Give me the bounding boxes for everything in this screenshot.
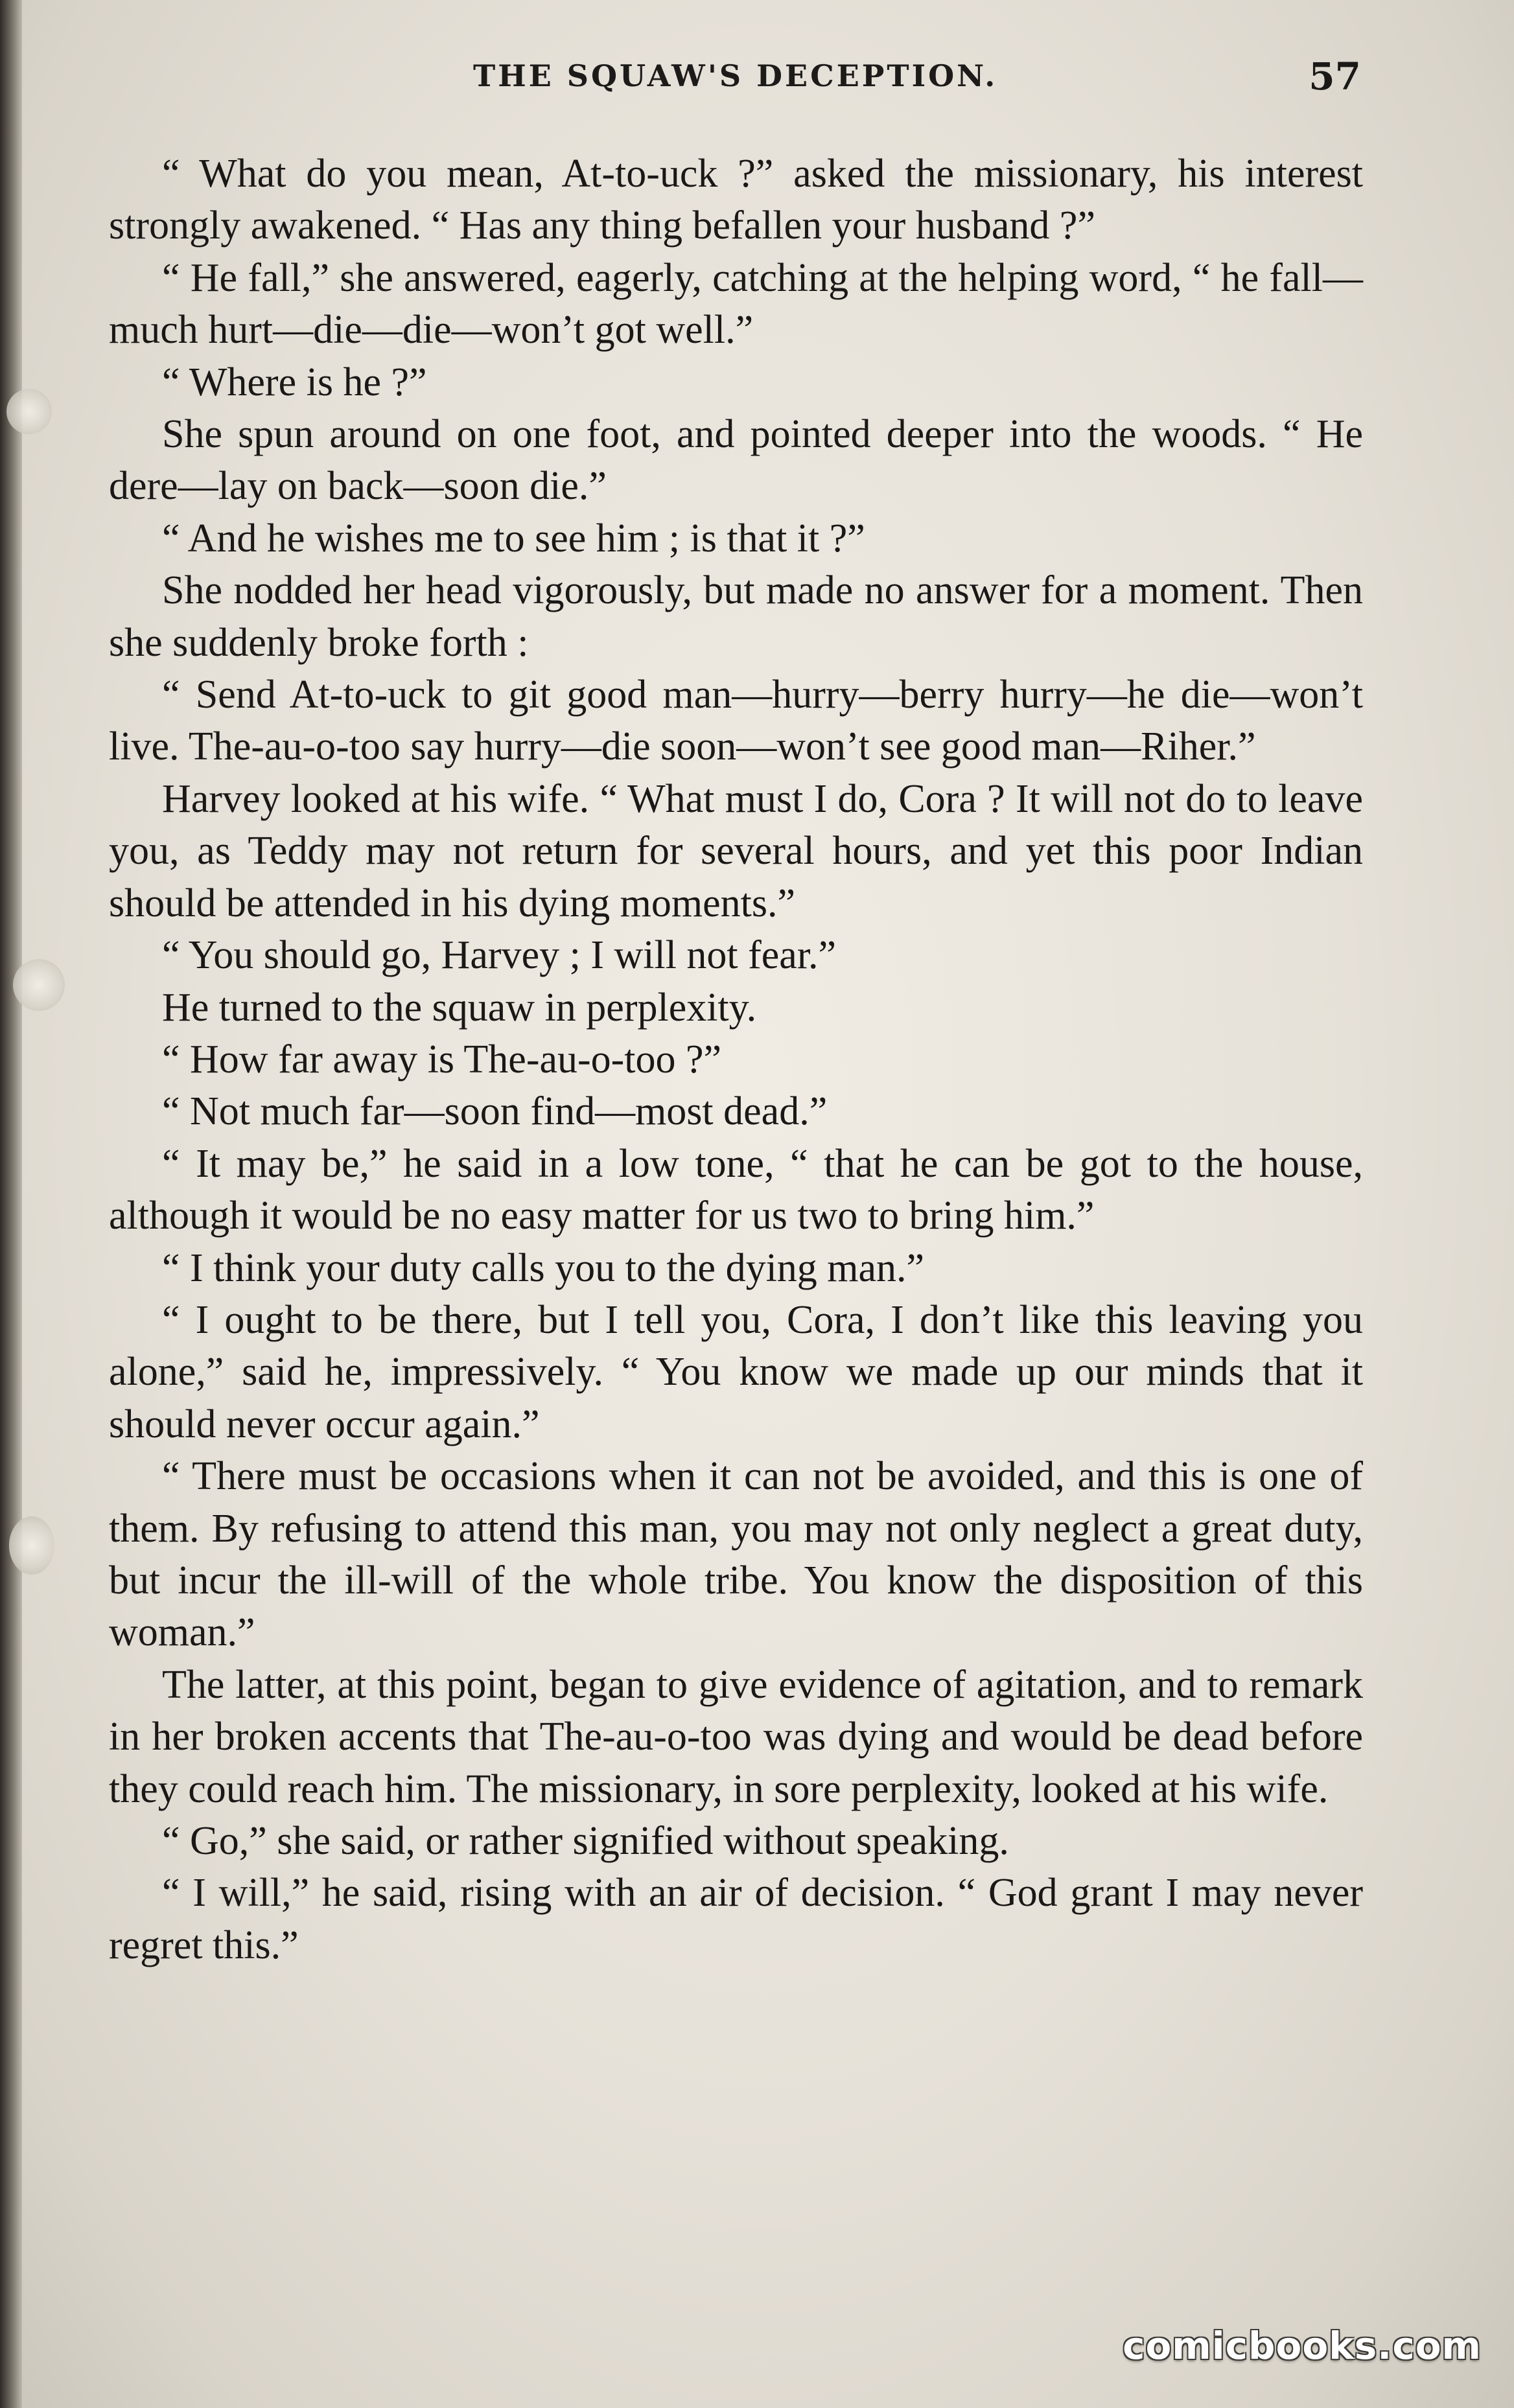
paragraph: He turned to the squaw in perplexity. bbox=[162, 985, 757, 1030]
paper-blemish bbox=[13, 959, 65, 1011]
paragraph: “ He fall,” she answered, eagerly, catching at the helping word, “ he fall—much hurt—die—die—won’t got well.” bbox=[109, 255, 1363, 353]
paper-blemish bbox=[9, 1516, 54, 1575]
paragraph: The latter, at this point, began to give evidence of agitation, and to remark in her broken accents that The-au-o-too was dying and would be dead before they could reach him. The missionary, in sore perplexity, looked at his wife. bbox=[109, 1662, 1363, 1811]
paragraph: Harvey looked at his wife. “ What must I do, Cora ? It will not do to leave you, as Teddy may not return for several hours, and yet this poor Indian should be attended in his dying moments.” bbox=[109, 776, 1363, 925]
paragraph: “ There must be occasions when it can not be avoided, and this is one of them. By refusing to attend this man, you may not only neglect a great duty, but incur the ill-will of the whole tribe. You know the disposition of this woman.” bbox=[109, 1454, 1363, 1655]
running-title: THE SQUAW'S DECEPTION. bbox=[473, 58, 998, 93]
page-binding-edge bbox=[0, 0, 22, 2408]
watermark: comicbooks.com bbox=[1123, 2324, 1482, 2368]
paragraph: “ Send At-to-uck to git good man—hurry—berry hurry—he die—won’t live. The-au-o-too say hurry—die soon—won’t see good man—Riher.” bbox=[109, 673, 1363, 769]
paragraph: She spun around on one foot, and pointed deeper into the woods. “ He dere—lay on back—soon die.” bbox=[109, 412, 1363, 509]
paragraph: “ Not much far—soon find—most dead.” bbox=[162, 1089, 828, 1134]
paragraph: “ I ought to be there, but I tell you, Cora, I don’t like this leaving you alone,” said he, impressively. “ You know we made up our minds that it should never occur again.” bbox=[109, 1297, 1363, 1446]
paragraph: “ I will,” he said, rising with an air of decision. “ God grant I may never regret this.” bbox=[109, 1871, 1363, 1967]
paper-blemish bbox=[6, 389, 52, 434]
paragraph: “ How far away is The-au-o-too ?” bbox=[162, 1037, 722, 1082]
paragraph: “ I think your duty calls you to the dying man.” bbox=[162, 1245, 925, 1290]
page-header bbox=[110, 51, 1361, 109]
paragraph: “ You should go, Harvey ; I will not fear.” bbox=[162, 933, 837, 978]
paragraph: She nodded her head vigorously, but made no answer for a moment. Then she suddenly broke forth : bbox=[109, 568, 1363, 665]
paragraph: “ And he wishes me to see him ; is that it ?” bbox=[162, 516, 865, 561]
body-text bbox=[109, 148, 1363, 1971]
paragraph: “ Where is he ?” bbox=[162, 360, 427, 404]
paragraph: “ What do you mean, At-to-uck ?” asked the missionary, his interest strongly awakened. “ Has any thing befallen your husband ?” bbox=[109, 152, 1363, 248]
page-number: 57 bbox=[1309, 54, 1361, 98]
paragraph: “ Go,” she said, or rather signified without speaking. bbox=[162, 1819, 1009, 1863]
paragraph: “ It may be,” he said in a low tone, “ that he can be got to the house, although it would be no easy matter for us two to bring him.” bbox=[109, 1141, 1363, 1238]
